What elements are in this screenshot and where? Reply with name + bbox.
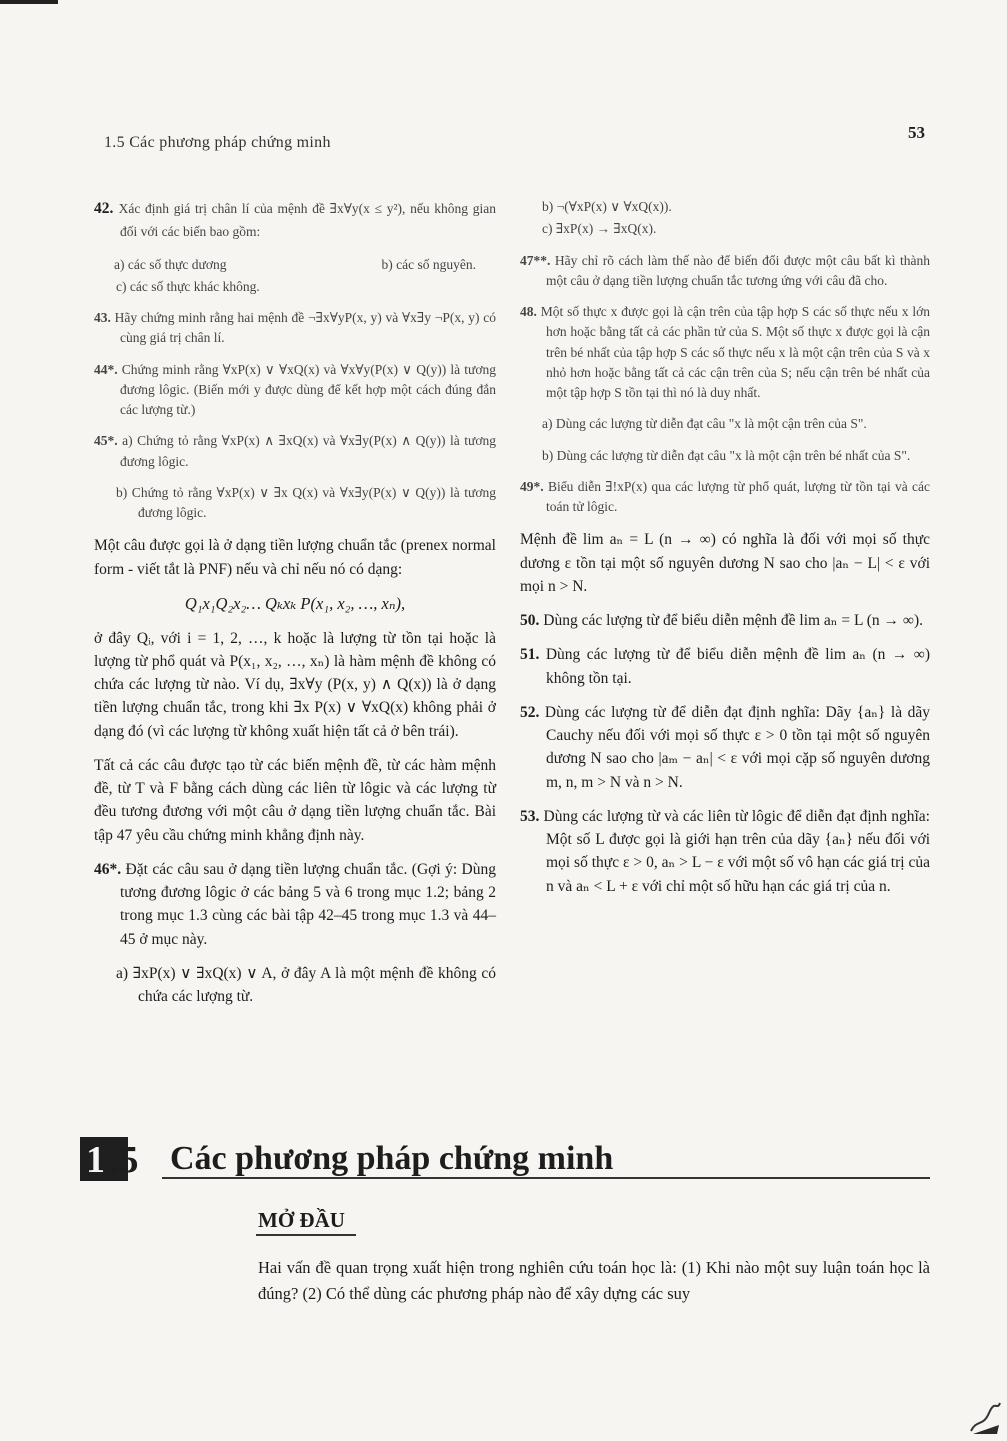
exercise-number: 50. <box>520 612 540 629</box>
exercise-46 <box>94 858 496 951</box>
exercise-50 <box>520 609 930 632</box>
exercise-52 <box>520 701 930 794</box>
page-number: 53 <box>908 123 925 142</box>
exercise-53 <box>520 805 930 898</box>
exercise-text: Hãy chỉ rõ cách làm thế nào để biến đổi được một câu bất kì thành một câu ở dạng tiền lượng chuẩn tắc tương ứng với câu đã cho. <box>546 252 931 288</box>
exercise-part-a: a) Chứng tỏ rằng ∀xP(x) ∧ ∃xQ(x) và ∀x∃y(P(x) ∧ Q(y)) là tương đương lôgic. <box>120 433 496 469</box>
exercise-43 <box>94 308 496 349</box>
intro-heading-rule <box>256 1234 356 1236</box>
exercise-number: 42. <box>94 200 114 217</box>
exercise-48-part-b: b) Dùng các lượng từ diễn đạt câu "x là một cận trên bé nhất của S". <box>542 447 911 463</box>
running-head: 1.5 Các phương pháp chứng minh <box>104 134 331 151</box>
exercise-text: Biểu diễn ∃!xP(x) qua các lượng từ phổ quát, lượng từ tồn tại và các toán tử lôgic. <box>546 478 931 514</box>
limit-definition: Mệnh đề lim aₙ = L (n → ∞) có nghĩa là đối với mọi số thực dương ε tồn tại một số nguyên dương N sao cho |aₙ − L| < ε với mọi n > N. <box>520 531 930 595</box>
exercise-42-options-ab <box>94 255 496 275</box>
section-title: Các phương pháp chứng minh <box>170 1140 614 1177</box>
option-b: b) các số nguyên. <box>381 256 476 272</box>
exercise-42-option-c: c) các số thực khác không. <box>116 278 260 294</box>
exercise-text: Dùng các lượng từ để biểu diễn mệnh đề lim aₙ = L (n → ∞). <box>543 612 924 629</box>
scribble-mark <box>967 1401 1003 1435</box>
exercise-49 <box>520 477 930 518</box>
exercise-number: 43. <box>94 310 111 325</box>
exercise-47 <box>520 251 930 292</box>
section-title-rule <box>162 1177 930 1179</box>
right-column <box>520 197 930 909</box>
pnf-explanation: ở đây Qᵢ, với i = 1, 2, …, k hoặc là lượng từ tồn tại hoặc là lượng từ phổ quát và P(x₁, x₂, …, xₙ) là hàm mệnh đề không có chứa các lượng từ nào. Ví dụ, ∃x∀y (P(x, y) ∧ Q(x)) là ở dạng tiền lượng chuẩn tắc, trong khi ∃x P(x) ∨ ∀xQ(x) không phải ở dạng đó (vì các lượng từ không xuất hiện tất cả ở bên trái). <box>94 629 496 740</box>
exercise-48 <box>520 302 930 403</box>
exercise-number: 48. <box>520 304 537 319</box>
pnf-formula: Q₁x₁Q₂x₂… Qₖxₖ P(x₁, x₂, …, xₙ), <box>184 593 406 613</box>
section-number: 1 <box>86 1139 105 1181</box>
exercise-45 <box>94 431 496 472</box>
exercise-51 <box>520 643 930 690</box>
exercise-text: Hãy chứng minh rằng hai mệnh đề ¬∃x∀yP(x, y) và ∀x∃y ¬P(x, y) có cùng giá trị chân lí. <box>114 310 496 346</box>
exercise-number: 45*. <box>94 433 118 449</box>
exercise-number: 51. <box>520 646 540 664</box>
exercise-number: 53. <box>520 807 540 825</box>
exercise-text: Dùng các lượng từ để diễn đạt định nghĩa: Dãy {aₙ} là dãy Cauchy nếu đối với mọi số thực ε > 0 tồn tại một số nguyên dương N sao cho |aₘ − aₙ| < ε với mọi cặp số nguyên dương m, n, m > N và n > N. <box>544 703 930 791</box>
pnf-statement: Tất cả các câu được tạo từ các biến mệnh đề, từ các hàm mệnh đề, từ T và F bằng cách dùng các liên từ lôgic và các lượng từ đều tương đương với một câu ở dạng tiền lượng chuẩn tắc. Bài tập 47 yêu cầu chứng minh khẳng định này. <box>94 756 496 844</box>
exercise-46-part-c: c) ∃xP(x) → ∃xQ(x). <box>542 221 657 237</box>
option-a: a) các số thực dương <box>114 256 227 272</box>
exercise-number: 44*. <box>94 361 118 377</box>
exercise-text: Một số thực x được gọi là cận trên của tập hợp S các số thực nếu x lớn hơn hoặc bằng tất cả các phần tử của S. Một số thực x được gọi là cận trên bé nhất của tập hợp S các số thực nếu x là một cận trên của S và x nhỏ hơn hoặc bằng tất cả các cận trên của S; nếu cận trên bé nhất của một tập hợp S tồn tại thì nó là duy nhất. <box>540 304 931 400</box>
exercise-text: Xác định giá trị chân lí của mệnh đề ∃x∀y(x ≤ y²), nếu không gian đối với các biến bao gồm: <box>118 201 496 240</box>
exercise-46-part-b: b) ¬(∀xP(x) ∨ ∀xQ(x)). <box>542 199 672 214</box>
exercise-number: 46*. <box>94 860 122 878</box>
intro-heading: MỞ ĐẦU <box>258 1208 345 1232</box>
exercise-number: 47**. <box>520 252 551 268</box>
corner-mark <box>0 0 58 4</box>
intro-paragraph: Hai vấn đề quan trọng xuất hiện trong nghiên cứu toán học là: (1) Khi nào một suy luận toán học là đúng? (2) Có thể dùng các phương pháp nào để xây dựng các suy <box>258 1258 930 1303</box>
exercise-text: Dùng các lượng từ để biểu diễn mệnh đề lim aₙ (n → ∞) không tồn tại. <box>545 646 931 687</box>
section-number-suffix: .5 <box>110 1139 139 1181</box>
exercise-46-part-a: a) ∃xP(x) ∨ ∃xQ(x) ∨ A, ở đây A là một mệnh đề không có chứa các lượng từ. <box>116 964 496 1005</box>
left-column <box>94 197 496 1019</box>
exercise-text: Dùng các lượng từ và các liên từ lôgic để diễn đạt định nghĩa: Một số L được gọi là giới hạn trên của dãy {aₙ} nếu đối với mọi số thực ε > 0, aₙ > L − ε với một số vô hạn các giá trị của n và aₙ < L + ε với chỉ một số hữu hạn các giá trị của n. <box>543 807 930 895</box>
exercise-48-part-a: a) Dùng các lượng từ diễn đạt câu "x là một cận trên của S". <box>542 416 867 432</box>
exercise-44 <box>94 360 496 421</box>
exercise-number: 52. <box>520 703 540 721</box>
pnf-definition: Một câu được gọi là ở dạng tiền lượng chuẩn tắc (prenex normal form - viết tắt là PNF) nếu và chỉ nếu nó có dạng: <box>94 537 496 578</box>
exercise-42 <box>94 197 496 244</box>
exercise-text: Chứng minh rằng ∀xP(x) ∨ ∀xQ(x) và ∀x∀y(P(x) ∨ Q(y)) là tương đương lôgic. (Biến mới y được dùng để kết hợp một cách đúng đắn các lượng từ.) <box>120 361 496 417</box>
exercise-number: 49*. <box>520 478 544 494</box>
exercise-45-part-b: b) Chứng tỏ rằng ∀xP(x) ∨ ∃x Q(x) và ∀x∃y(P(x) ∨ Q(y)) là tương đương lôgic. <box>116 484 496 520</box>
exercise-text: Đặt các câu sau ở dạng tiền lượng chuẩn tắc. (Gợi ý: Dùng tương đương lôgic ở các bảng 5 và 6 trong mục 1.2; bảng 2 trong mục 1.3 cùng các bài tập 42–45 trong mục 1.3 và 44–45 ở mục này. <box>120 860 496 948</box>
